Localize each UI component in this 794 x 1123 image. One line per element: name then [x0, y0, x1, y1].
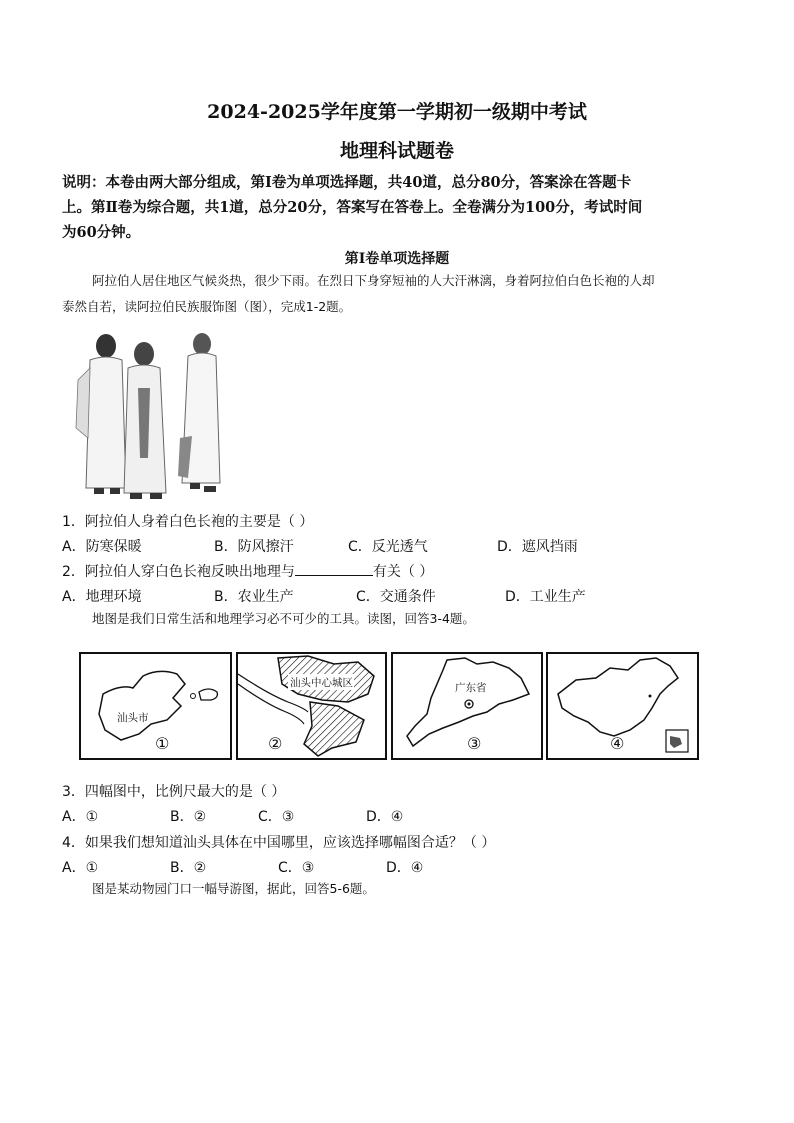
- question-1-option-d: D．遮风挡雨: [497, 539, 578, 555]
- map-1-number: ①: [155, 734, 170, 753]
- intro-2: 地图是我们日常生活和地理学习必不可少的工具。读图，回答3-4题。: [92, 611, 475, 626]
- map-2-number: ②: [268, 734, 283, 753]
- intro-1-line-2: 泰然自若，读阿拉伯民族服饰图（图），完成1-2题。: [62, 299, 352, 314]
- question-4-stem: 4．如果我们想知道汕头具体在中国哪里，应该选择哪幅图合适？（ ）: [62, 835, 496, 851]
- question-3-option-b: B．②: [170, 809, 207, 825]
- question-2-option-c: C．交通条件: [356, 589, 436, 605]
- question-2-option-a: A．地理环境: [62, 589, 142, 605]
- map-3-number: ③: [467, 734, 482, 753]
- question-2-stem: [62, 561, 433, 581]
- question-3-stem: 3．四幅图中，比例尺最大的是（ ）: [62, 784, 286, 800]
- section-1-title: 第Ⅰ卷单项选择题: [344, 251, 450, 267]
- map-2-shantou-center: [236, 652, 387, 760]
- instructions-line-1: 说明：本卷由两大部分组成，第Ⅰ卷为单项选择题，共40道，总分80分，答案涂在答题卡: [62, 174, 632, 191]
- arab-clothing-figure: [68, 328, 228, 503]
- exam-subtitle: 地理科试题卷: [339, 140, 454, 162]
- question-4-option-c: C．③: [278, 860, 315, 876]
- intro-3: 图是某动物园门口一幅导游图，据此，回答5-6题。: [92, 881, 375, 896]
- map-3-guangdong: [391, 652, 543, 760]
- question-2-option-b: B．农业生产: [214, 589, 294, 605]
- question-3-option-c: C．③: [258, 809, 295, 825]
- map-2-label: 汕头中心城区: [290, 677, 353, 689]
- question-3-option-a: A．①: [62, 809, 99, 825]
- question-2-option-d: D．工业生产: [505, 589, 586, 605]
- question-1-option-b: B．防风擦汗: [214, 539, 294, 555]
- exam-title: 2024-2025学年度第一学期初一级期中考试: [207, 101, 587, 123]
- question-2-stem-after: 有关（ ）: [372, 564, 434, 580]
- question-1-stem: 1．阿拉伯人身着白色长袍的主要是（ ）: [62, 514, 314, 530]
- answer-blank: [295, 561, 373, 576]
- intro-1-line-1: 阿拉伯人居住地区气候炎热，很少下雨。在烈日下身穿短袖的人大汗淋漓，身着阿拉伯白色长袍的人却: [92, 273, 655, 288]
- map-4-china: [546, 652, 699, 760]
- question-4-option-a: A．①: [62, 860, 99, 876]
- question-3-option-d: D．④: [366, 809, 404, 825]
- map-4-number: ④: [610, 734, 625, 753]
- question-4-option-d: D．④: [386, 860, 424, 876]
- question-2-stem-before: 2．阿拉伯人穿白色长袍反映出地理与: [62, 564, 295, 580]
- map-1-label: 汕头市: [117, 712, 149, 724]
- instructions-line-3: 为60分钟。: [62, 224, 141, 241]
- question-1-option-a: A．防寒保暖: [62, 539, 142, 555]
- question-4-option-b: B．②: [170, 860, 207, 876]
- map-1-shantou-city: [79, 652, 232, 760]
- instructions-line-2: 上。第Ⅱ卷为综合题，共1道，总分20分，答案写在答卷上。全卷满分为100分，考试时间: [62, 199, 643, 216]
- question-1-option-c: C．反光透气: [348, 539, 428, 555]
- map-3-label: 广东省: [455, 682, 487, 694]
